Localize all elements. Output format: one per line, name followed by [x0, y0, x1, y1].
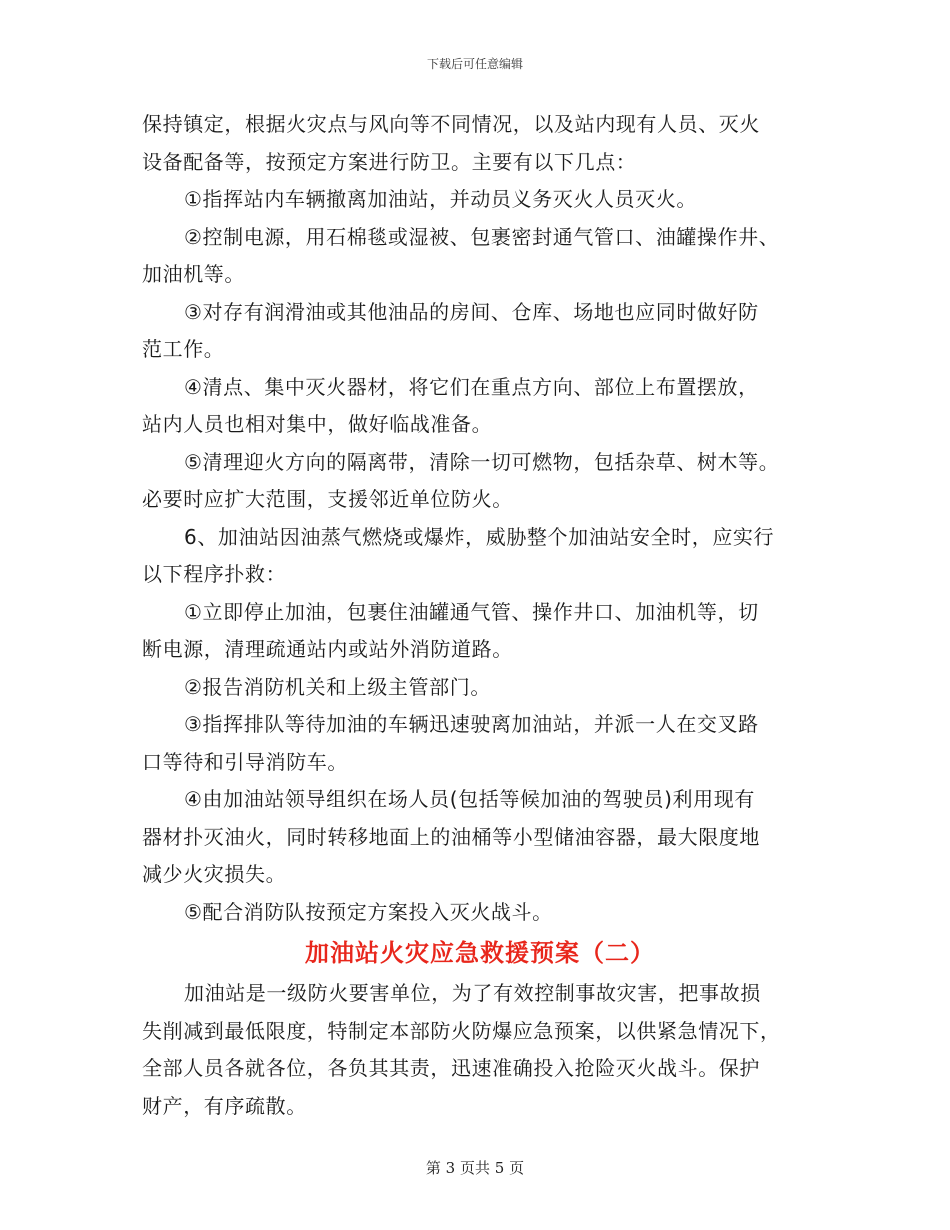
list-item-line: ①指挥站内车辆撤离加油站，并动员义务灭火人员灭火。 [184, 187, 697, 211]
list-item-line: ②控制电源，用石棉毯或湿被、包裹密封通气管口、油罐操作井、 [184, 224, 780, 249]
page-number: 第 3 页共 5 页 [425, 1159, 525, 1177]
paragraph-line: 设备配备等，按预定方案进行防卫。主要有以下几点： [142, 149, 637, 174]
section-paragraph-line: 全部人员各就各位，各负其其责，迅速准确投入抢险灭火战斗。保护 [142, 1056, 760, 1080]
list-item-line: ⑤配合消防队按预定方案投入灭火战斗。 [184, 899, 553, 924]
list-item-line: ④清点、集中灭火器材，将它们在重点方向、部位上布置摆放， [184, 374, 759, 399]
list-item-line: ⑤清理迎火方向的隔离带，清除一切可燃物，包括杂草、树木等。 [184, 449, 780, 474]
list-item-continuation: 口等待和引导消防车。 [142, 749, 348, 774]
list-item-continuation: 范工作。 [142, 337, 225, 361]
list-item-line: ②报告消防机关和上级主管部门。 [184, 674, 491, 699]
list-item-continuation: 断电源，清理疏通站内或站外消防道路。 [142, 637, 513, 661]
numbered-paragraph-line: 6、加油站因油蒸气燃烧或爆炸，威胁整个加油站安全时，应实行 [184, 524, 775, 549]
section-paragraph-line: 加油站是一级防火要害单位，为了有效控制事故灾害，把事故损 [184, 981, 761, 1005]
list-item-continuation: 器材扑灭油火，同时转移地面上的油桶等小型储油容器，最大限度地 [142, 824, 760, 849]
list-item-line: ④由加油站领导组织在场人员(包括等候加油的驾驶员)利用现有 [184, 787, 755, 811]
list-item-continuation: 必要时应扩大范围，支援邻近单位防火。 [142, 487, 513, 511]
header-note: 下载后可任意编辑 [426, 57, 523, 71]
section-paragraph-line: 失削减到最低限度，特制定本部防火防爆应急预案，以供紧急情况下， [142, 1018, 781, 1043]
section-paragraph-line: 财产，有序疏散。 [142, 1093, 307, 1118]
list-item-continuation: 站内人员也相对集中，做好临战准备。 [142, 412, 493, 436]
list-item-continuation: 减少火灾损失。 [142, 862, 287, 886]
list-item-continuation: 加油机等。 [142, 262, 245, 286]
paragraph-continuation: 以下程序扑救： [142, 562, 287, 586]
paragraph-line: 保持镇定，根据火灾点与风向等不同情况，以及站内现有人员、灭火 [142, 112, 760, 136]
list-item-line: ①立即停止加油，包裹住油罐通气管、操作井口、加油机等，切 [184, 599, 759, 624]
section-title: 加油站火灾应急救援预案（二） [305, 939, 655, 967]
document-body [142, 106, 822, 1125]
list-item-line: ③对存有润滑油或其他油品的房间、仓库、场地也应同时做好防 [184, 299, 759, 324]
list-item-line: ③指挥排队等待加油的车辆迅速驶离加油站，并派一人在交叉路 [184, 712, 759, 736]
